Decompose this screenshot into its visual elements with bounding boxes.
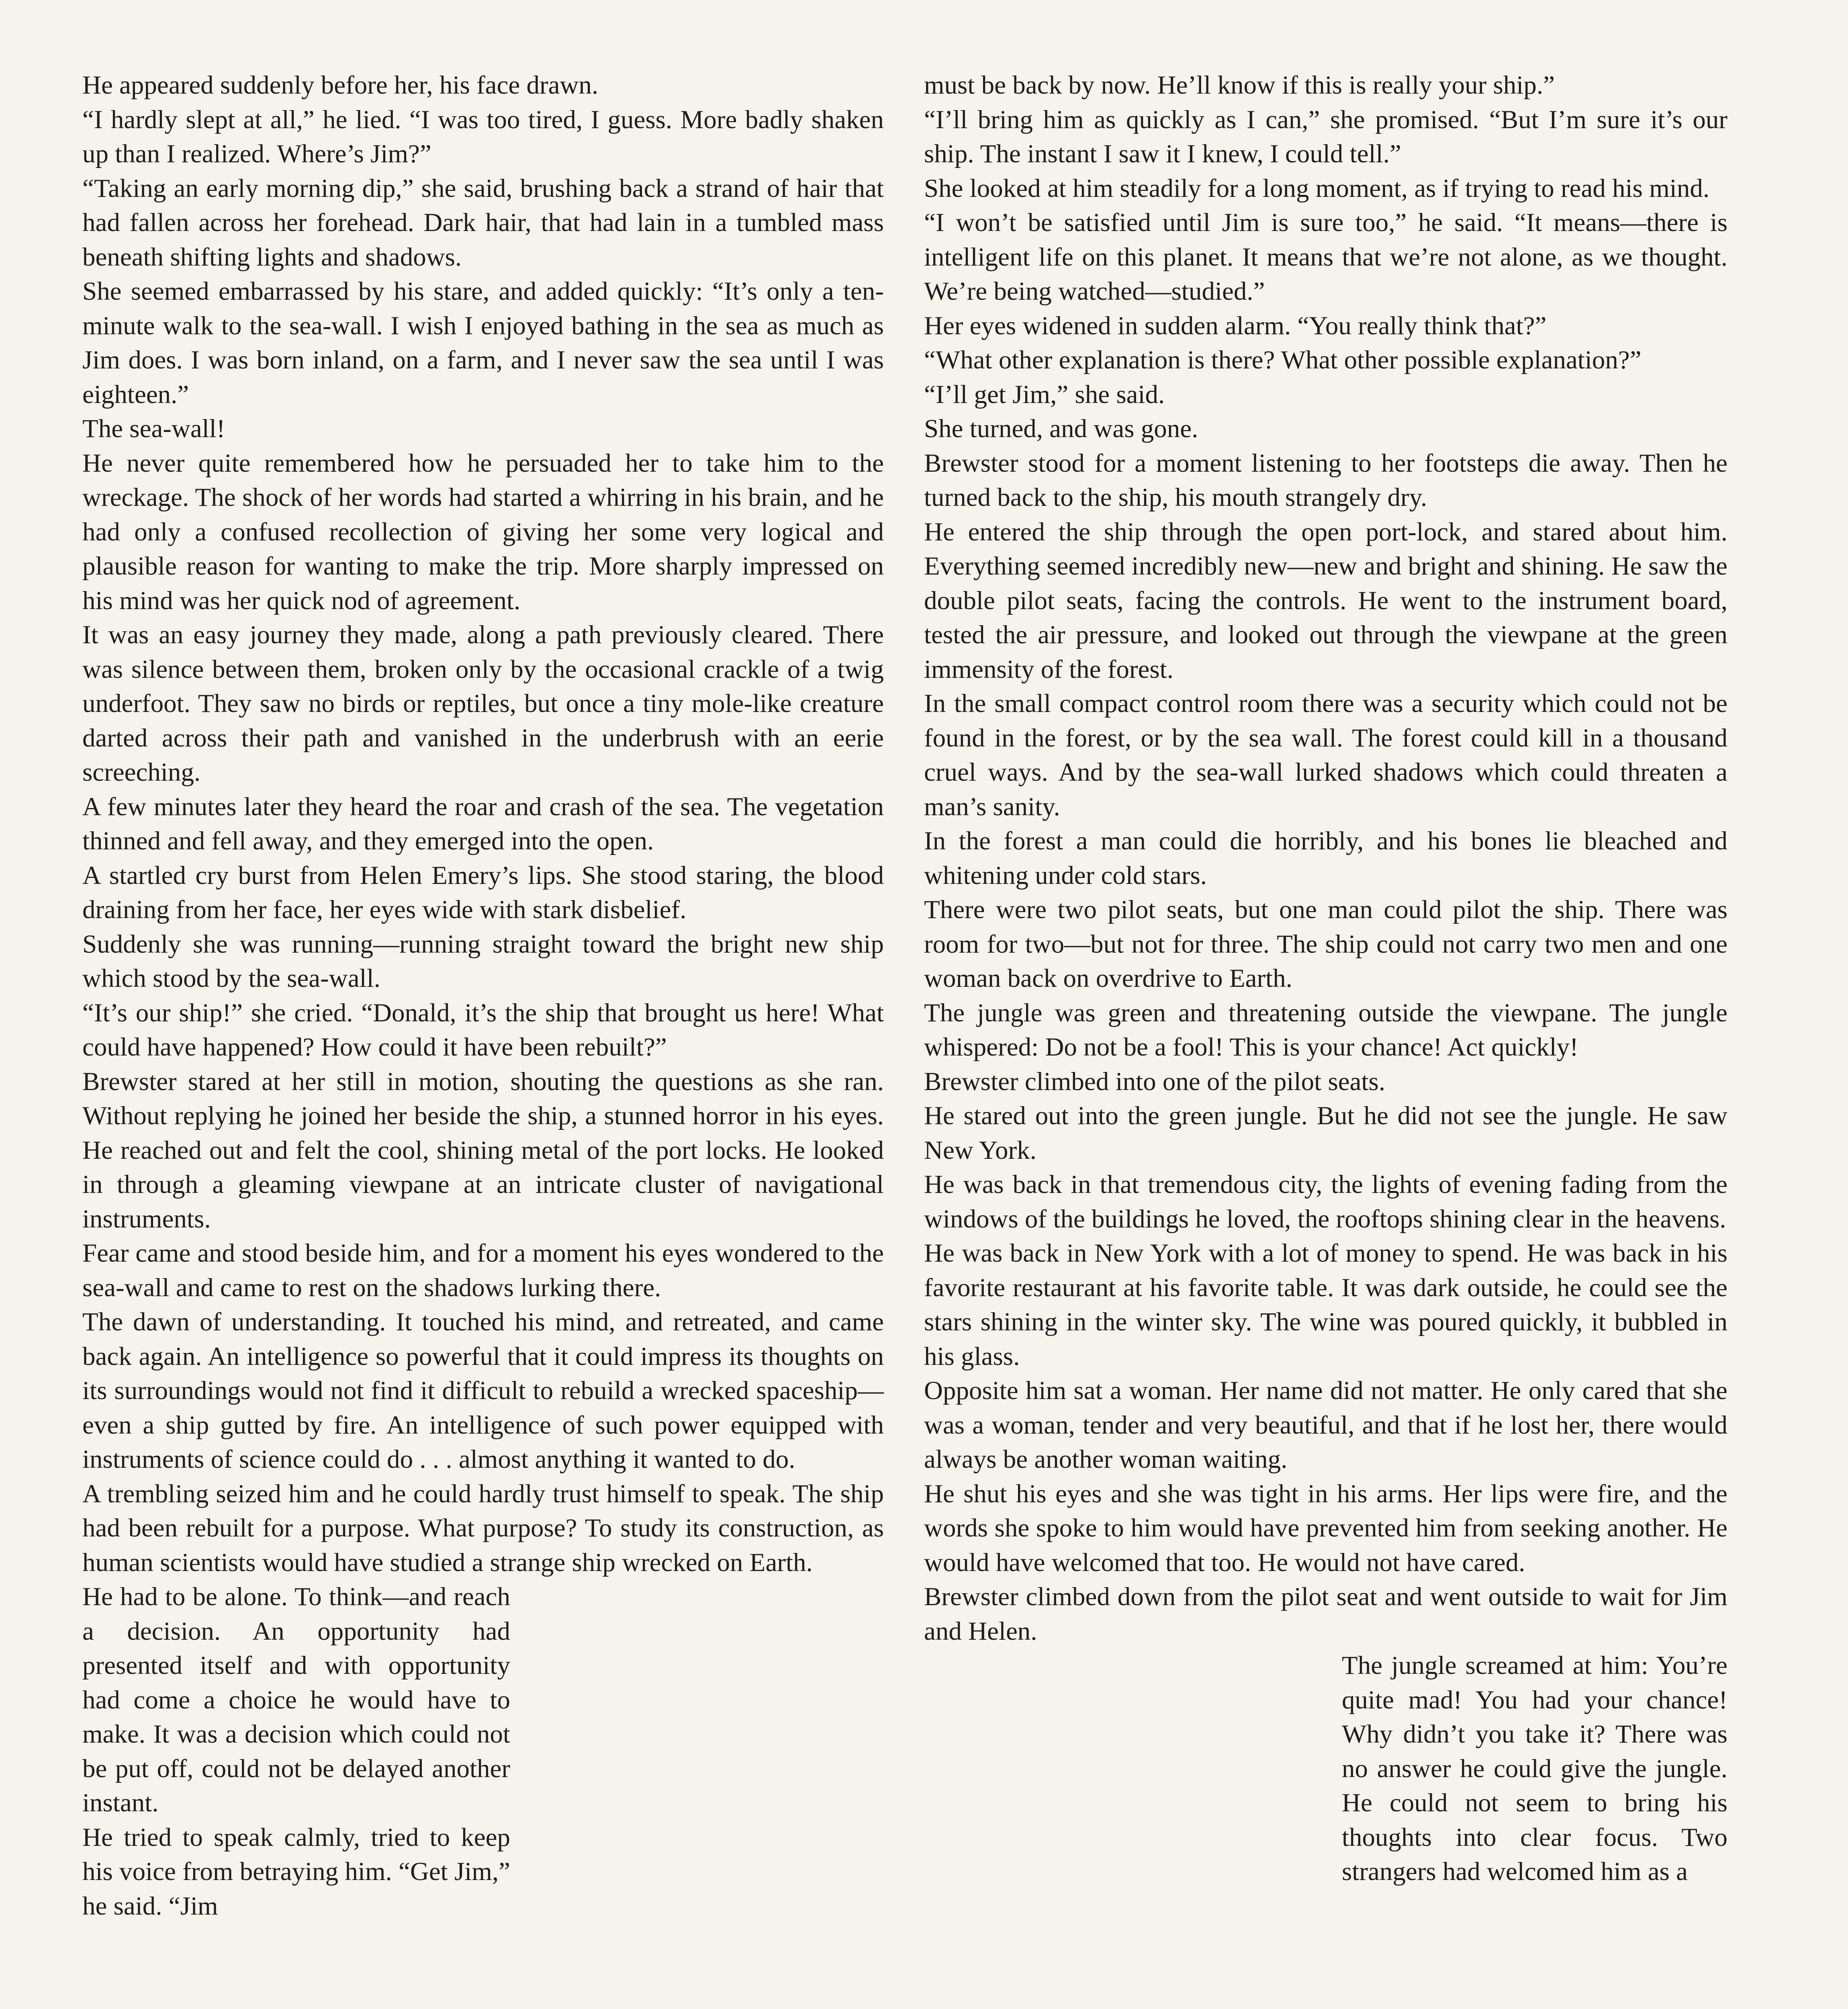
paragraph: She looked at him steadily for a long moment, as if trying to read his mind. — [924, 174, 1710, 203]
paragraph: Brewster stood for a moment listening to her footsteps die away. Then he turned back to the ship, his mouth strangely dry. — [924, 448, 1727, 512]
paragraph: Opposite him sat a woman. Her name did not matter. He only cared that she was a woman, tender and very beautiful, and that if he lost her, there would always be another woman waiting. — [924, 1376, 1727, 1474]
paragraph: Brewster stared at her still in motion, shouting the questions as she ran. Without replying he joined her beside the ship, a stunned horror in his eyes. He reached out and felt the cool, shining metal of the port locks. He looked in through a gleaming viewpane at an intricate cluster of navigational instruments. — [82, 1067, 884, 1234]
paragraph: In the small compact control room there was a security which could not be found in the forest, or by the sea wall. The forest could kill in a thousand cruel ways. And by the sea-wall lurked shadows which could threaten a man’s sanity. — [924, 689, 1727, 821]
paragraph: The jungle screamed at him: You’re quite mad! You had your chance! Why didn’t you take it? There was no answer he could give the jungle. He could not seem to bring his thoughts into clear focus. Two strangers had welcomed him as a — [1342, 1651, 1727, 1886]
paragraph: There were two pilot seats, but one man could pilot the ship. There was room for two—but not for three. The ship could not carry two men and one woman back on overdrive to Earth. — [924, 895, 1727, 993]
paragraph: In the forest a man could die horribly, and his bones lie bleached and whitening under cold stars. — [924, 827, 1727, 890]
paragraph: The sea-wall! — [82, 414, 225, 443]
paragraph: She turned, and was gone. — [924, 414, 1198, 443]
paragraph: “It’s our ship!” she cried. “Donald, it’s the ship that brought us here! What could have happened? How could it have been rebuilt?” — [82, 998, 884, 1062]
paragraph: Her eyes widened in sudden alarm. “You really think that?” — [924, 311, 1547, 340]
paragraph: He was back in New York with a lot of money to spend. He was back in his favorite restaurant at his favorite table. It was dark outside, he could see the stars shining in the winter sky. The wine was poured quickly, it bubbled in his glass. — [924, 1239, 1727, 1371]
paragraph: A trembling seized him and he could hardly trust himself to speak. The ship had been rebuilt for a purpose. What purpose? To study its construction, as human scientists would have studied a strange ship wrecked on Earth. — [82, 1479, 884, 1577]
paragraph: He had to be alone. To think—and reach a decision. An opportunity had presented itself and with opportunity had come a choice he would have to make. It was a decision which could not be put off, could not be delayed another instant. — [82, 1582, 510, 1817]
paragraph: A startled cry burst from Helen Emery’s lips. She stood staring, the blood draining from her face, her eyes wide with stark disbelief. — [82, 861, 884, 924]
paragraph: “Taking an early morning dip,” she said, brushing back a strand of hair that had fallen across her forehead. Dark hair, that had lain in a tumbled mass beneath shifting lights and shadows. — [82, 174, 884, 272]
paragraph: “I’ll get Jim,” she said. — [924, 380, 1165, 409]
paragraph: “I’ll bring him as quickly as I can,” she promised. “But I’m sure it’s our ship. The instant I saw it I knew, I could tell.” — [924, 105, 1727, 168]
paragraph: “I won’t be satisfied until Jim is sure too,” he said. “It means—there is intelligent life on this planet. It means that we’re not alone, as we thought. We’re being watched—studied.” — [924, 208, 1727, 306]
paragraph: must be back by now. He’ll know if this is really your ship.” — [924, 71, 1555, 100]
paragraph: Brewster climbed into one of the pilot seats. — [924, 1067, 1386, 1096]
paragraph: Suddenly she was running—running straight toward the bright new ship which stood by the sea-wall. — [82, 929, 884, 993]
paragraph: A few minutes later they heard the roar and crash of the sea. The vegetation thinned and fell away, and they emerged into the open. — [82, 792, 884, 855]
paragraph: He shut his eyes and she was tight in his arms. Her lips were fire, and the words she spoke to him would have prevented him from seeking another. He would have welcomed that too. He would not have cared. — [924, 1479, 1727, 1577]
paragraph: He entered the ship through the open port-lock, and stared about him. Everything seemed incredibly new—new and bright and shining. He saw the double pilot seats, facing the controls. He went to the instrument board, tested the air pressure, and looked out through the viewpane at the green immensity of the forest. — [924, 517, 1727, 684]
paragraph: “I hardly slept at all,” he lied. “I was too tired, I guess. More badly shaken up than I realized. Where’s Jim?” — [82, 105, 884, 168]
paragraph: The jungle was green and threatening outside the viewpane. The jungle whispered: Do not be a fool! This is your chance! Act quickly! — [924, 998, 1727, 1062]
paragraph: He never quite remembered how he persuaded her to take him to the wreckage. The shock of her words had started a whirring in his brain, and he had only a confused recollection of giving her some very logical and plausible reason for wanting to make the trip. More sharply impressed on his mind was her quick nod of agreement. — [82, 448, 884, 615]
paragraph: He stared out into the green jungle. But he did not see the jungle. He saw New York. — [924, 1101, 1727, 1165]
paragraph: He was back in that tremendous city, the lights of evening fading from the windows of the buildings he loved, the rooftops shining clear in the heavens. — [924, 1170, 1727, 1234]
illustration-wrap-left — [510, 1580, 884, 1901]
paragraph: Brewster climbed down from the pilot seat and went outside to wait for Jim and Helen. — [924, 1582, 1727, 1646]
illustration-wrap-right — [924, 1649, 1342, 1874]
paragraph: It was an easy journey they made, along a path previously cleared. There was silence between them, broken only by the occasional crackle of a twig underfoot. They saw no birds or reptiles, but once a tiny mole-like creature darted across their path and vanished in the underbrush with an eerie screeching. — [82, 620, 884, 787]
paragraph: The dawn of understanding. It touched his mind, and retreated, and came back again. An intelligence so powerful that it could impress its thoughts on its surroundings would not find it difficult to rebuild a wrecked spaceship—even a ship gutted by fire. An intelligence of such power equipped with instruments of science could do . . . almost anything it wanted to do. — [82, 1307, 884, 1474]
paragraph: Fear came and stood beside him, and for a moment his eyes wondered to the sea-wall and came to rest on the shadows lurking there. — [82, 1239, 884, 1302]
paragraph: He appeared suddenly before her, his face drawn. — [82, 71, 599, 100]
left-text-column — [82, 68, 884, 1923]
paragraph: “What other explanation is there? What other possible explanation?” — [924, 346, 1642, 374]
paragraph: She seemed embarrassed by his stare, and added quickly: “It’s only a ten-minute walk to the sea-wall. I wish I enjoyed bathing in the sea as much as Jim does. I was born inland, on a farm, and I never saw the sea until I was eighteen.” — [82, 277, 884, 409]
paragraph: He tried to speak calmly, tried to keep his voice from betraying him. “Get Jim,” he said. “Jim — [82, 1823, 511, 1921]
right-text-column — [924, 68, 1727, 1889]
